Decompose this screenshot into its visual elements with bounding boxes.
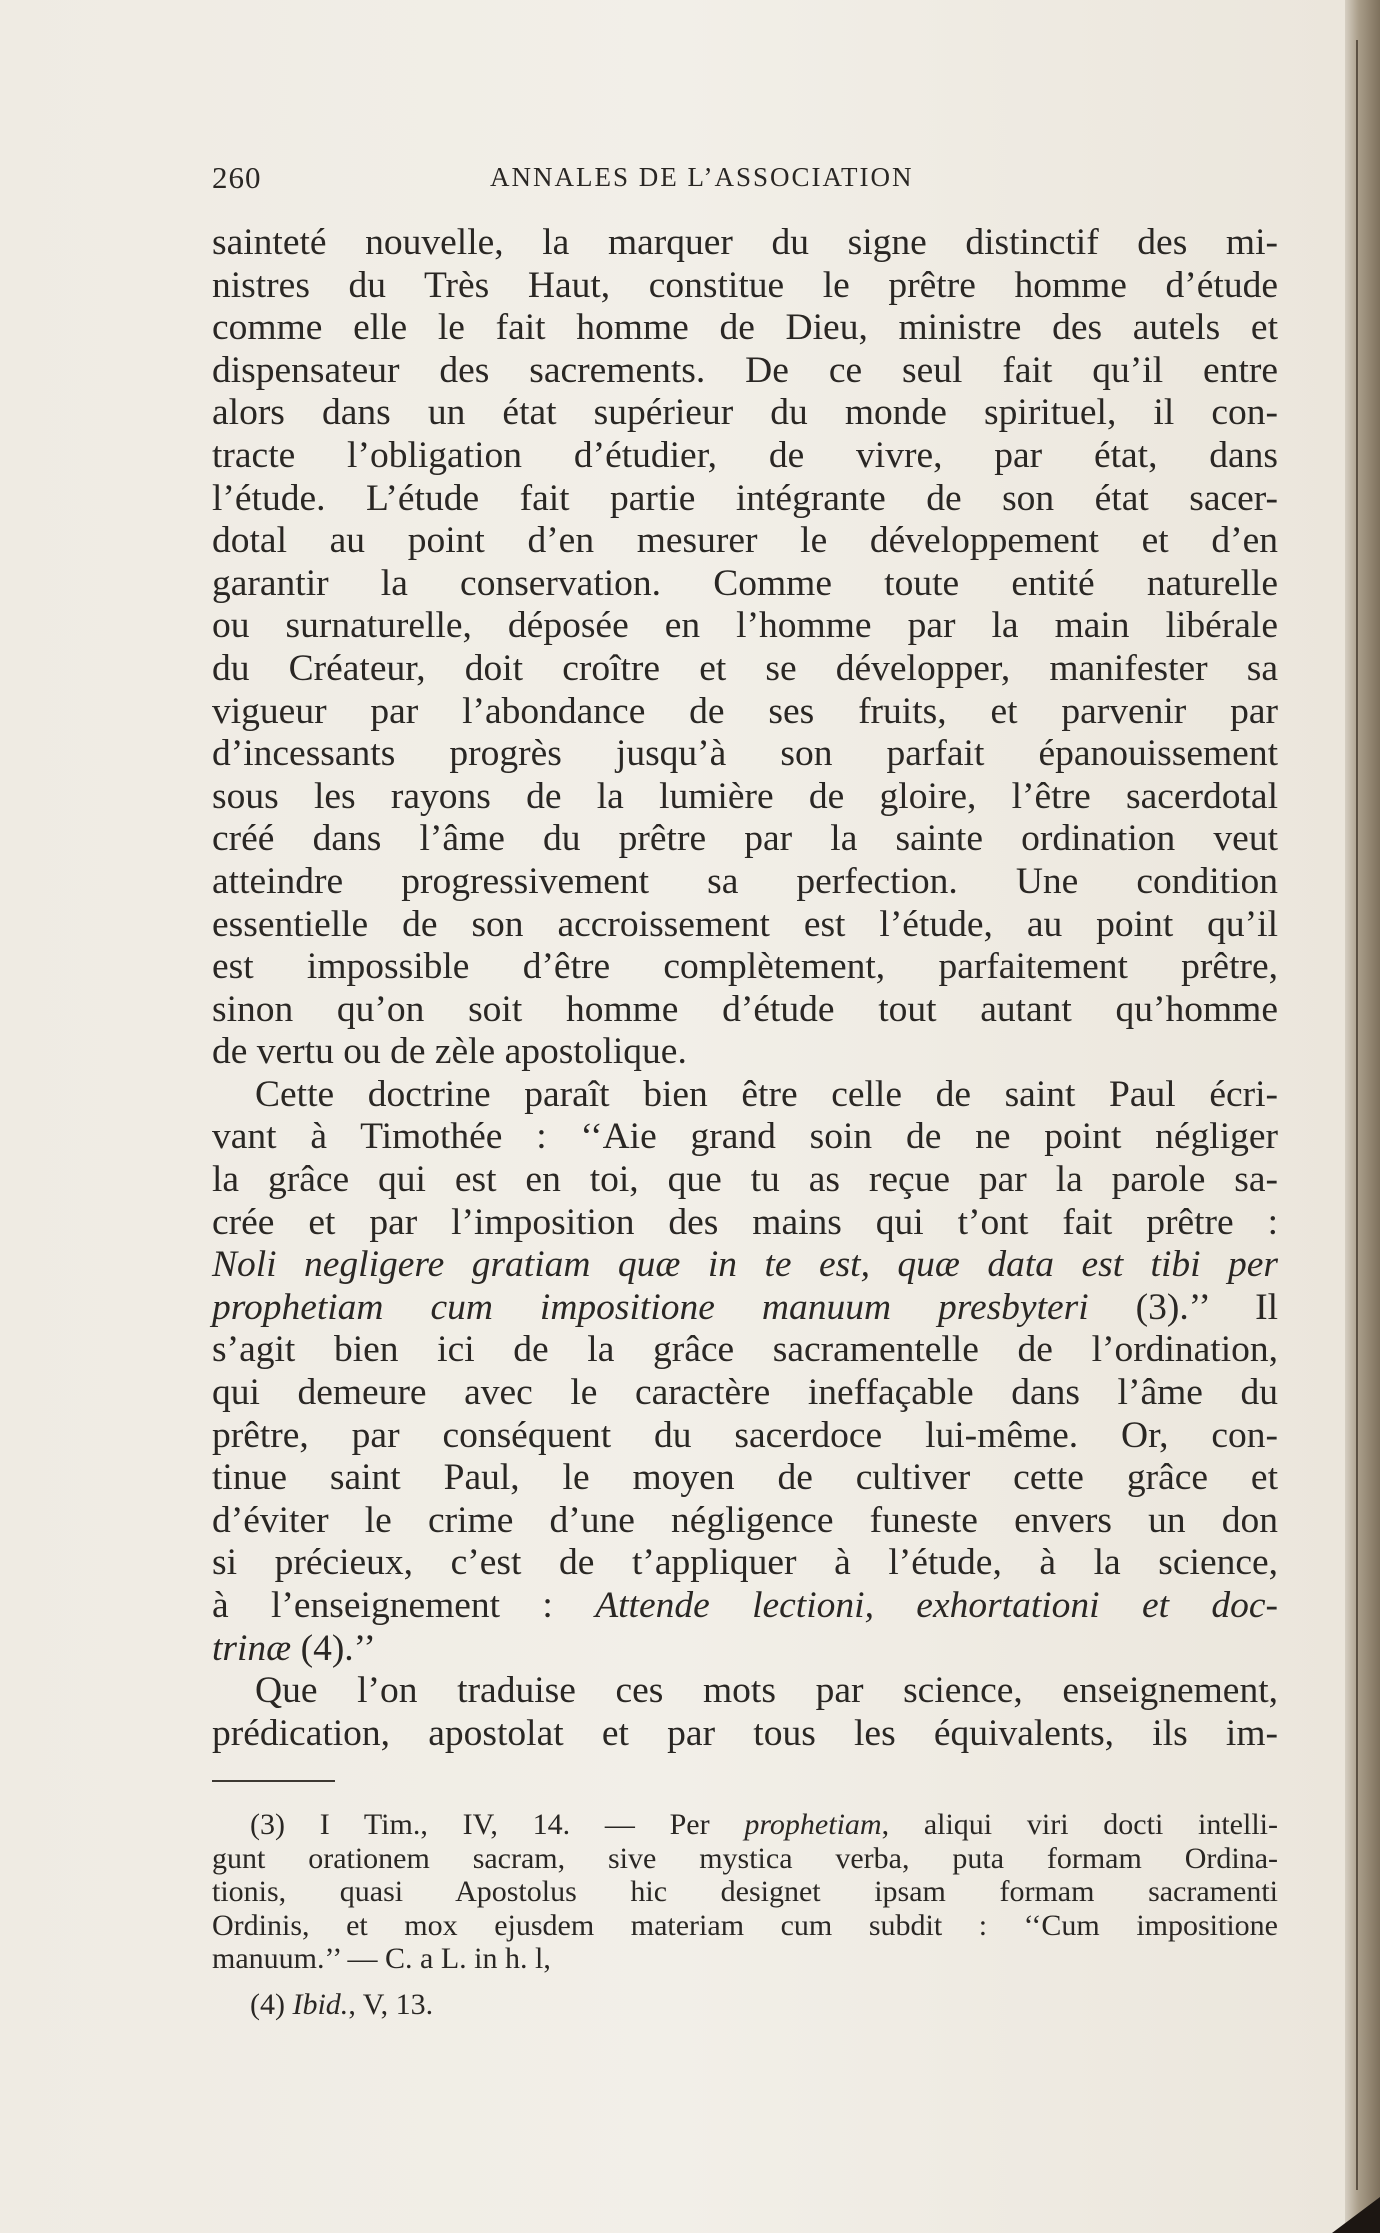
footnote-4-italic: Ibid.	[292, 1987, 349, 2021]
latin-quote-text: Attende lectioni, exhortationi et doc-	[595, 1585, 1279, 1626]
text-line: d’incessants progrès jusqu’à son parfait épanouissement	[212, 733, 1278, 775]
text-line: qui demeure avec le caractère ineffaçable dans l’âme du	[212, 1372, 1278, 1414]
footnote-line: manuum.’’ — C. a L. in h. l,	[212, 1942, 551, 1975]
text-line: dotal au point d’en mesurer le développement et d’en	[212, 520, 1278, 562]
text-line: s’agit bien ici de la grâce sacramentelle de l’ordination,	[212, 1329, 1278, 1371]
running-title: ANNALES DE L’ASSOCIATION	[490, 162, 914, 192]
text-line: vant à Timothée : ‘‘Aie grand soin de ne point négliger	[212, 1116, 1278, 1158]
footnote-ref-3: (3).’’ Il	[1088, 1286, 1278, 1328]
footnote-4-lead: (4)	[250, 1987, 293, 2021]
paragraph-end-line: de vertu ou de zèle apostolique.	[212, 1031, 687, 1073]
text-line: atteindre progressivement sa perfection. Une condition	[212, 860, 1278, 902]
footnote-4-rest: , V, 13.	[348, 1987, 434, 2021]
paragraph-start-line: Cette doctrine paraît bien être celle de saint Paul écri-	[255, 1073, 1278, 1115]
text-line: vigueur par l’abondance de ses fruits, et parvenir par	[212, 690, 1278, 732]
footnote-ref-4: (4).’’	[291, 1627, 376, 1669]
page-edge-line	[1356, 40, 1358, 2190]
text-line: alors dans un état supérieur du monde spirituel, il con-	[212, 392, 1278, 434]
text-line: sainteté nouvelle, la marquer du signe distinctif des mi-	[212, 222, 1278, 263]
text-line: essentielle de son accroissement est l’étude, au point qu’il	[212, 903, 1278, 945]
text-line: prêtre, par conséquent du sacerdoce lui-même. Or, con-	[212, 1414, 1278, 1456]
text-line: ou surnaturelle, déposée en l’homme par la main libérale	[212, 605, 1278, 647]
text-line: nistres du Très Haut, constitue le prêtre homme d’étude	[212, 264, 1278, 306]
text-line: crée et par l’imposition des mains qui t’ont fait prêtre :	[212, 1201, 1278, 1243]
text-line: comme elle le fait homme de Dieu, ministre des autels et	[212, 307, 1278, 349]
latin-quote-line: Noli negligere gratiam quæ in te est, quæ data est tibi per	[212, 1244, 1278, 1286]
paragraph-end-line	[212, 1628, 1278, 1671]
text-line: la grâce qui est en toi, que tu as reçue par la parole sa-	[212, 1159, 1278, 1201]
footnotes	[212, 1808, 1278, 2022]
attende-line	[212, 1585, 1278, 1628]
latin-quote-line	[212, 1287, 1278, 1330]
footnote-4	[212, 1988, 1278, 2022]
latin-quote-text: trinæ	[212, 1627, 292, 1669]
footnote-line: tionis, quasi Apostolus hic designet ipsam formam sacramenti	[212, 1875, 1278, 1908]
page-corner	[1332, 2197, 1380, 2233]
footnote-3-rest: , aliqui viri docti intelli-	[881, 1808, 1278, 1841]
text-line: dispensateur des sacrements. De ce seul fait qu’il entre	[212, 349, 1278, 391]
book-edge	[1345, 0, 1380, 2233]
text-line: est impossible d’être complètement, parfaitement prêtre,	[212, 946, 1278, 988]
text-line: tinue saint Paul, le moyen de cultiver cette grâce et	[212, 1457, 1278, 1499]
footnote-3	[212, 1808, 1278, 1842]
text-line: sous les rayons de la lumière de gloire, l’être sacerdotal	[212, 775, 1278, 817]
text-line: d’éviter le crime d’une négligence funeste envers un don	[212, 1499, 1278, 1541]
main-text	[212, 222, 1278, 1755]
text-line: garantir la conservation. Comme toute entité naturelle	[212, 562, 1278, 604]
footnote-line: Ordinis, et mox ejusdem materiam cum subdit : ‘‘Cum impositione	[212, 1908, 1278, 1942]
text-line: tracte l’obligation d’étudier, de vivre, par état, dans	[212, 434, 1278, 476]
running-head	[212, 160, 1032, 204]
text-line: prédication, apostolat et par tous les équivalents, ils im-	[212, 1712, 1278, 1754]
text-line: du Créateur, doit croître et se développer, manifester sa	[212, 647, 1278, 689]
paragraph-start-line: Que l’on traduise ces mots par science, enseignement,	[255, 1670, 1278, 1712]
page-number: 260	[212, 160, 262, 195]
text-line: si précieux, c’est de t’appliquer à l’étude, à la science,	[212, 1542, 1278, 1584]
footnote-3-lead: (3) I Tim., IV, 14. — Per	[250, 1808, 745, 1841]
text-line: sinon qu’on soit homme d’étude tout autant qu’homme	[212, 988, 1278, 1030]
text-line: créé dans l’âme du prêtre par la sainte ordination veut	[212, 818, 1278, 860]
footnote-3-italic: prophetiam	[744, 1808, 882, 1841]
footnote-divider	[212, 1780, 335, 1782]
attende-lead: à l’enseignement :	[212, 1585, 596, 1626]
latin-quote-text: prophetiam cum impositione manuum presbyteri	[212, 1286, 1089, 1328]
text-line: l’étude. L’étude fait partie intégrante de son état sacer-	[212, 477, 1278, 519]
footnote-line: gunt orationem sacram, sive mystica verba, puta formam Ordina-	[212, 1841, 1278, 1875]
